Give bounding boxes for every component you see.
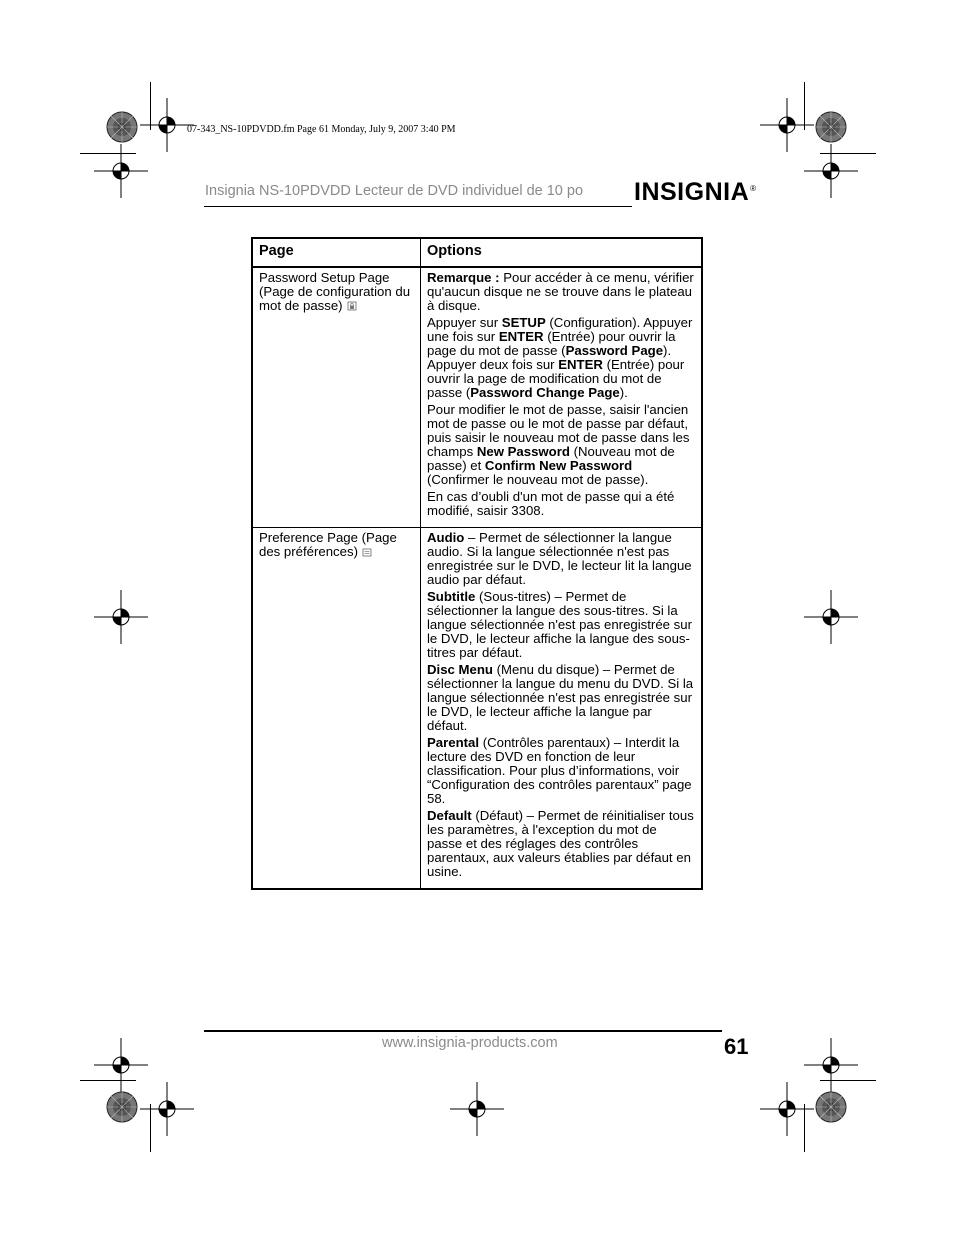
crop-mark	[150, 1104, 151, 1152]
running-header: Insignia NS-10PDVDD Lecteur de DVD individuel de 10 po	[205, 183, 584, 199]
instruction-paragraph	[427, 316, 695, 400]
bold-term: Confirm New Password	[484, 458, 633, 473]
password-page-icon	[347, 301, 357, 311]
print-rosette-mark	[815, 111, 847, 143]
logo-text: INSIGNIA	[634, 178, 750, 206]
option-paragraph	[427, 663, 695, 733]
text-run: (Défaut) – Permet de réinitialiser tous les paramètres, à l'exception du mot de passe et des réglages des contrôles parentaux, aux valeurs établies par défaut en usine.	[427, 808, 694, 879]
text-run: (Configuration). Appuyer une fois sur	[427, 315, 693, 344]
footer-rule	[204, 1030, 722, 1032]
registration-mark	[760, 1082, 814, 1136]
instruction-paragraph	[427, 490, 695, 518]
crop-mark	[80, 153, 136, 154]
registration-mark	[450, 1082, 504, 1136]
option-name: Parental	[427, 735, 480, 750]
text-run: (Contrôles parentaux) – Interdit la lecture des DVD en fonction de leur classification. Pour plus d’informations, voir “Configuration des contrôles parentaux” page 58.	[427, 735, 692, 806]
text-run: (Sous-titres) – Permet de sélectionner la langue des sous-titres. Si la langue sélectionnée n'est pas enregistrée sur le DVD, le lecteur affiche la langue des sous-titres par défaut.	[427, 589, 692, 660]
option-name: Audio	[427, 530, 465, 545]
bold-term: New Password	[476, 444, 570, 459]
table-row	[252, 528, 702, 890]
page-cell	[252, 267, 421, 528]
crop-mark	[804, 82, 805, 130]
registration-mark	[94, 590, 148, 644]
header-rule	[204, 206, 632, 207]
options-table	[251, 237, 703, 890]
instruction-paragraph	[427, 403, 695, 487]
crop-mark	[80, 1080, 136, 1081]
options-cell	[421, 528, 703, 890]
bold-term: Password Page	[565, 343, 664, 358]
bold-term: Password Change Page	[470, 385, 620, 400]
option-paragraph	[427, 590, 695, 660]
note-paragraph	[427, 271, 695, 313]
text-run: ).	[619, 385, 628, 400]
crop-mark	[820, 153, 876, 154]
bold-term: SETUP	[501, 315, 546, 330]
print-job-slug: 07-343_NS-10PDVDD.fm Page 61 Monday, July 9, 2007 3:40 PM	[187, 124, 456, 135]
text-run: (Nouveau mot de passe) et	[427, 444, 675, 473]
bold-term: ENTER	[558, 357, 603, 372]
text-run: Pour modifier le mot de passe, saisir l'ancien mot de passe ou le mot de passe par défaut, puis saisir le nouveau mot de passe dans les champs	[427, 402, 690, 459]
options-cell	[421, 267, 703, 528]
registration-mark	[804, 590, 858, 644]
footer-url: www.insignia-products.com	[382, 1035, 558, 1051]
text-run: (Confirmer le nouveau mot de passe).	[427, 472, 649, 487]
crop-mark	[820, 1080, 876, 1081]
text-run: – Permet de sélectionner la langue audio. Si la langue sélectionnée n'est pas enregistrée sur le DVD, le lecteur lit la langue audio par défaut.	[427, 530, 692, 587]
note-label: Remarque :	[427, 270, 500, 285]
crop-mark	[150, 82, 151, 130]
column-header-page: Page	[252, 238, 421, 267]
crop-mark	[804, 1104, 805, 1152]
print-rosette-mark	[815, 1091, 847, 1123]
page-cell	[252, 528, 421, 890]
text-run: (Menu du disque) – Permet de sélectionner la langue du menu du DVD. Si la langue sélectionnée n'est pas enregistrée sur le DVD, le lecteur affiche la langue par défaut.	[427, 662, 694, 733]
insignia-logo	[634, 178, 757, 207]
option-name: Subtitle	[427, 589, 476, 604]
registration-mark	[140, 1082, 194, 1136]
registration-mark	[140, 98, 194, 152]
text-run: (Entrée) pour ouvrir la page du mot de passe (	[427, 329, 676, 358]
text-run: Appuyer sur	[427, 315, 502, 330]
print-rosette-mark	[106, 1091, 138, 1123]
bold-term: ENTER	[498, 329, 544, 344]
text-run: ). Appuyer deux fois sur	[427, 343, 672, 372]
text-run: (Entrée) pour ouvrir la page de modification du mot de passe (	[427, 357, 685, 400]
page-number: 61	[724, 1034, 749, 1059]
option-name: Default	[427, 808, 472, 823]
text-run: En cas d’oubli d'un mot de passe qui a été modifié, saisir 3308.	[427, 489, 675, 518]
option-paragraph	[427, 531, 695, 587]
preference-page-icon	[362, 547, 372, 557]
option-paragraph	[427, 809, 695, 879]
text-run: Pour accéder à ce menu, vérifier qu'aucun disque ne se trouve dans le plateau à disque.	[427, 270, 694, 313]
page-name: Password Setup Page (Page de configuration du mot de passe)	[259, 270, 411, 313]
print-rosette-mark	[106, 111, 138, 143]
logo-registered-mark: ®	[750, 184, 757, 193]
option-paragraph	[427, 736, 695, 806]
table-header-row	[252, 238, 702, 267]
option-name: Disc Menu	[427, 662, 493, 677]
column-header-options: Options	[421, 238, 703, 267]
page-name: Preference Page (Page des préférences)	[259, 530, 397, 559]
table-row	[252, 267, 702, 528]
